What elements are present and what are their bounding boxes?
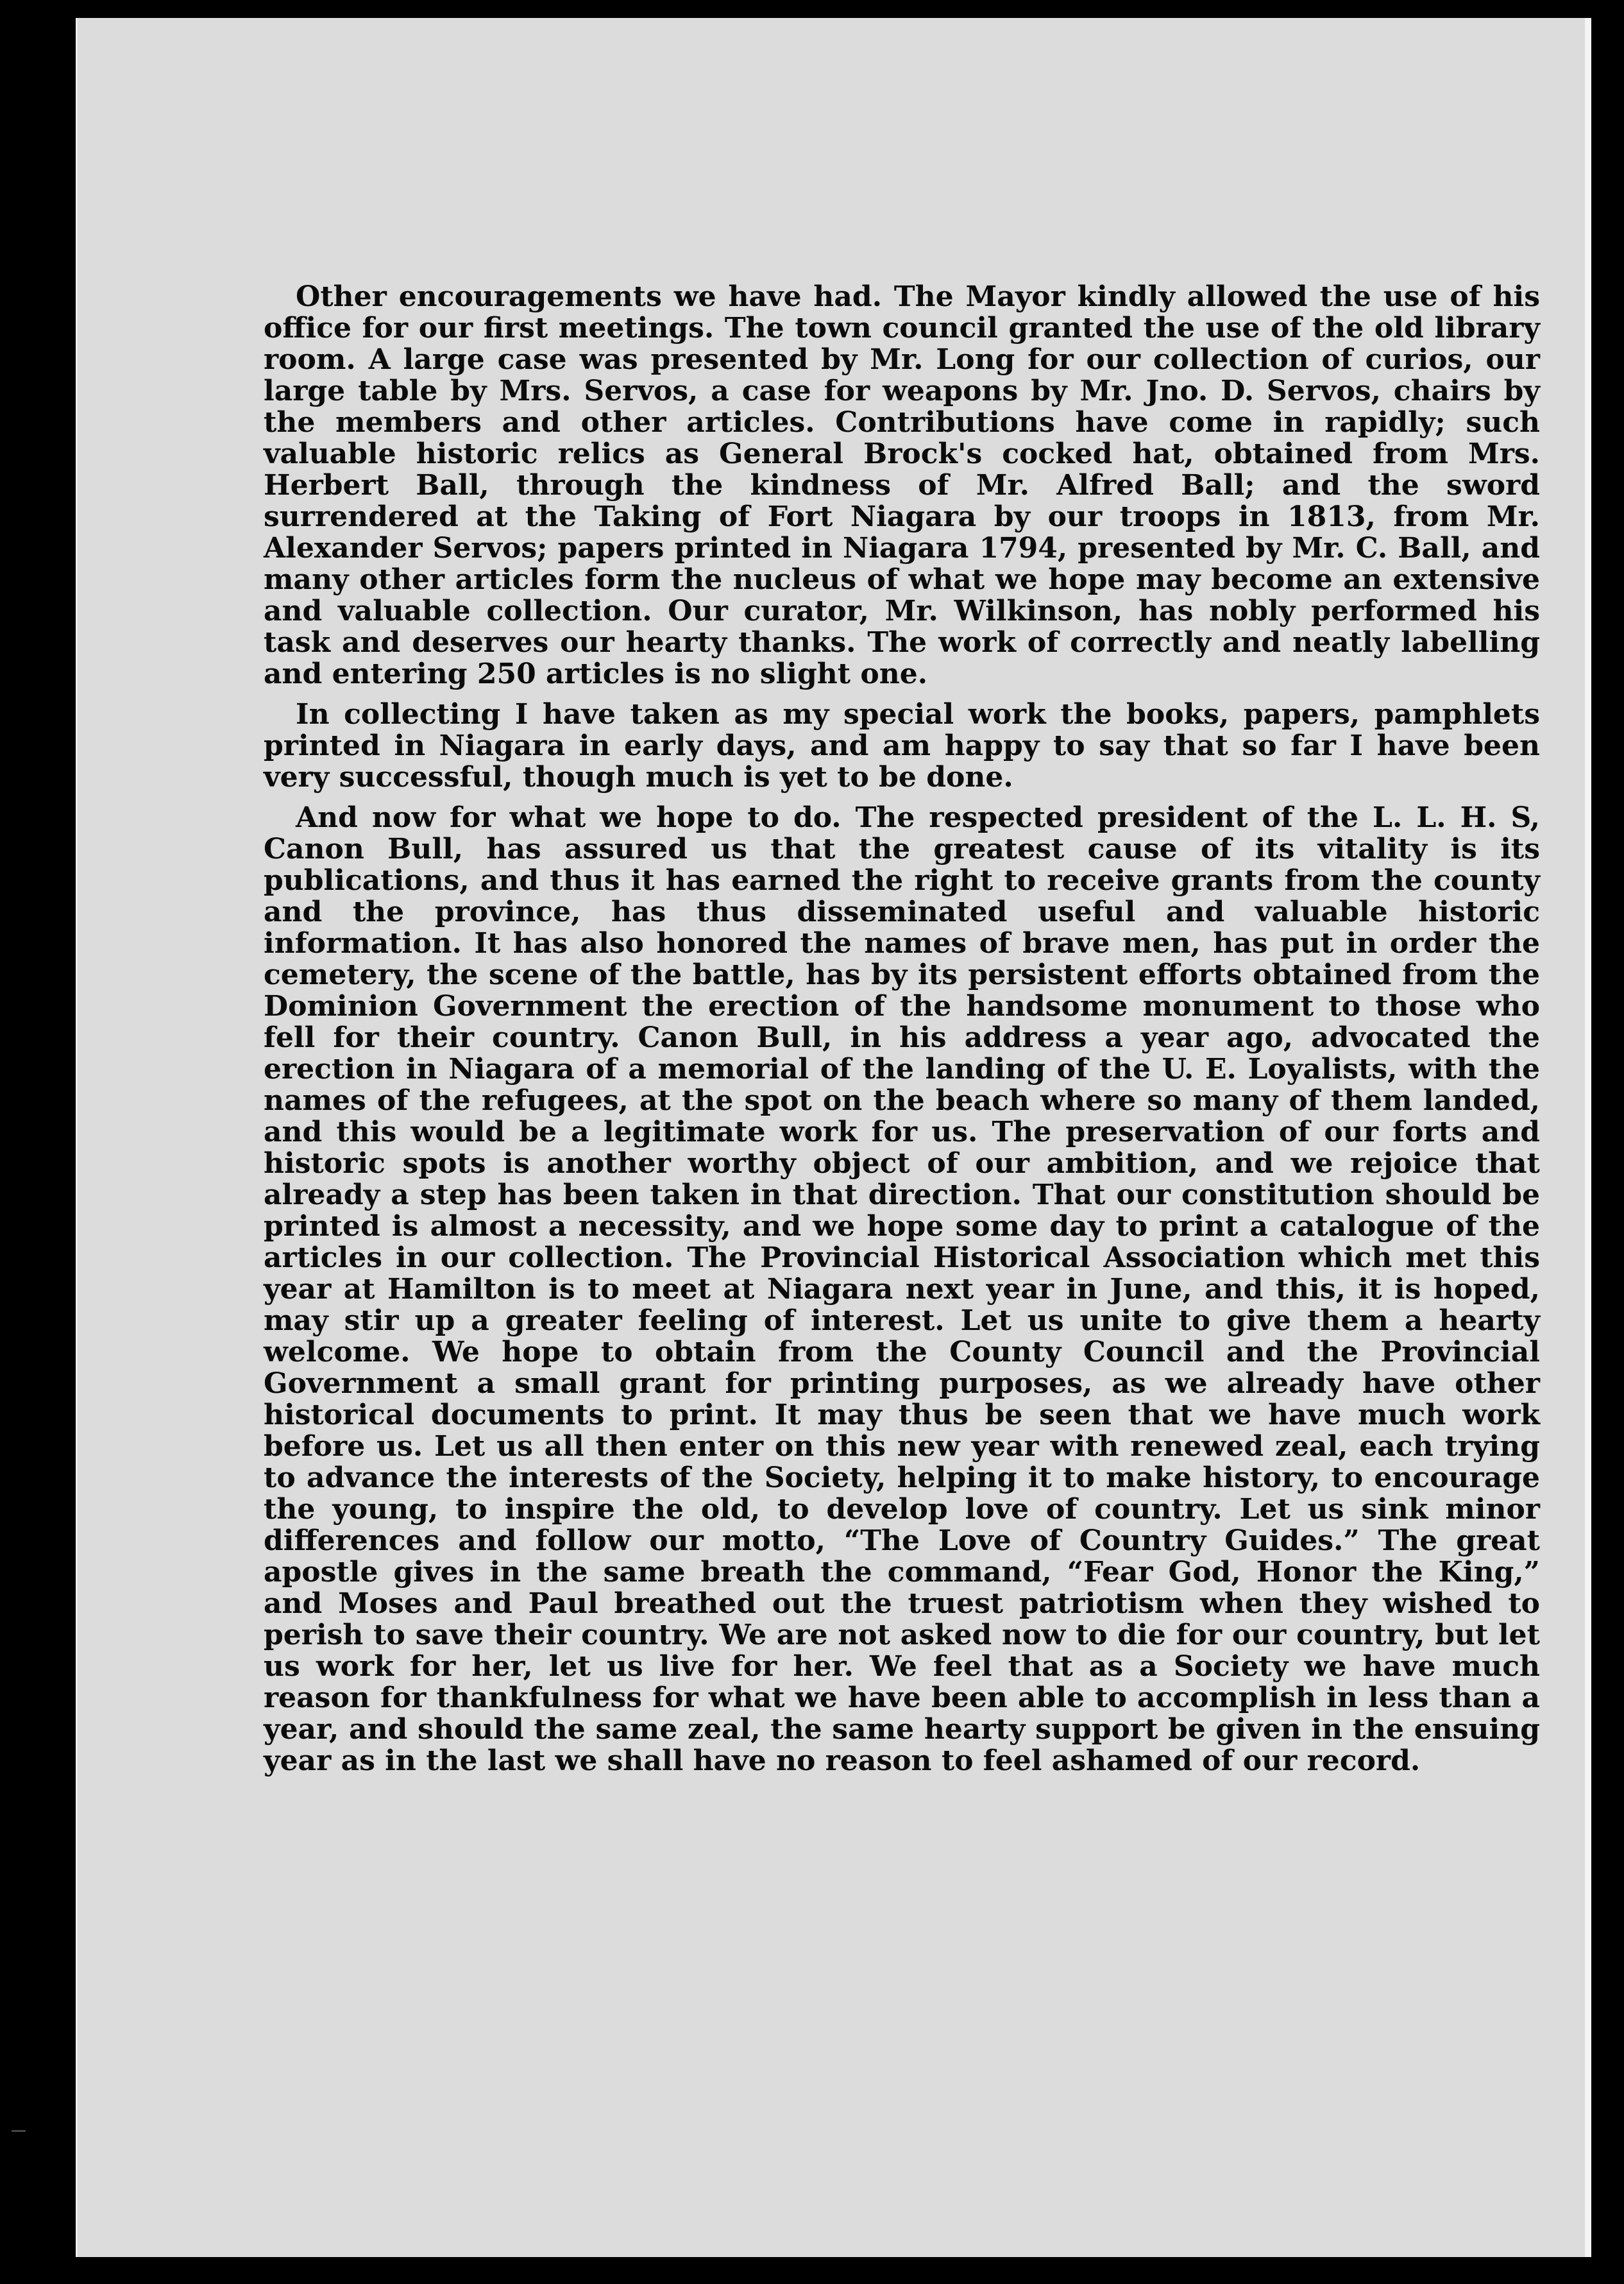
scan-edge-mark bbox=[12, 2130, 26, 2132]
document-page bbox=[76, 18, 1591, 2257]
page-edge bbox=[1585, 18, 1591, 2257]
paragraph: Other encouragements we have had. The Mayor kindly allowed the use of his office for our first meetings. The town council granted the use of the old library room. A large case was presented by Mr. Long for our collection of curios, our large table by Mrs. Servos, a case for weapons by Mr. Jno. D. Servos, chairs by the members and other articles. Contributions have come in rapidly; such valuable historic relics as General Brock's cocked hat, obtained from Mrs. Herbert Ball, through the kindness of Mr. Alfred Ball; and the sword surrendered at the Taking of Fort Niagara by our troops in 1813, from Mr. Alexander Servos; papers printed in Niagara 1794, presented by Mr. C. Ball, and many other articles form the nucleus of what we hope may become an extensive and valuable collection. Our curator, Mr. Wilkinson, has nobly performed his task and deserves our hearty thanks. The work of correctly and neatly labelling and entering 250 articles is no slight one. bbox=[264, 280, 1540, 690]
paragraph: And now for what we hope to do. The respected president of the L. L. H. S, Canon Bull, has assured us that the greatest cause of its vitality is its publications, and thus it has earned the right to receive grants from the county and the province, has thus disseminated useful and valuable historic information. It has also honored the names of brave men, has put in order the cemetery, the scene of the battle, has by its persistent efforts obtained from the Dominion Government the erection of the handsome monument to those who fell for their country. Canon Bull, in his address a year ago, advocated the erection in Niagara of a memorial of the landing of the U. E. Loyalists, with the names of the refugees, at the spot on the beach where so many of them landed, and this would be a legitimate work for us. The preservation of our forts and historic spots is another worthy object of our ambition, and we rejoice that already a step has been taken in that direction. That our constitution should be printed is almost a necessity, and we hope some day to print a catalogue of the articles in our collection. The Provincial Historical Association which met this year at Hamilton is to meet at Niagara next year in June, and this, it is hoped, may stir up a greater feeling of interest. Let us unite to give them a hearty welcome. We hope to obtain from the County Council and the Provincial Government a small grant for printing purposes, as we already have other historical documents to print. It may thus be seen that we have much work before us. Let us all then enter on this new year with renewed zeal, each trying to advance the interests of the Society, helping it to make history, to encourage the young, to inspire the old, to develop love of country. Let us sink minor differences and follow our motto, “The Love of Country Guides.” The great apostle gives in the same breath the command, “Fear God, Honor the King,” and Moses and Paul breathed out the truest patriotism when they wished to perish to save their country. We are not asked now to die for our country, but let us work for her, let us live for her. We feel that as a Society we have much reason for thankfulness for what we have been able to accomplish in less than a year, and should the same zeal, the same hearty support be given in the ensuing year as in the last we shall have no reason to feel ashamed of our record. bbox=[264, 801, 1540, 1777]
page-body bbox=[264, 281, 1540, 1785]
paragraph: In collecting I have taken as my special work the books, papers, pamphlets printed in Niagara in early days, and am happy to say that so far I have been very successful, though much is yet to be done. bbox=[264, 698, 1540, 794]
